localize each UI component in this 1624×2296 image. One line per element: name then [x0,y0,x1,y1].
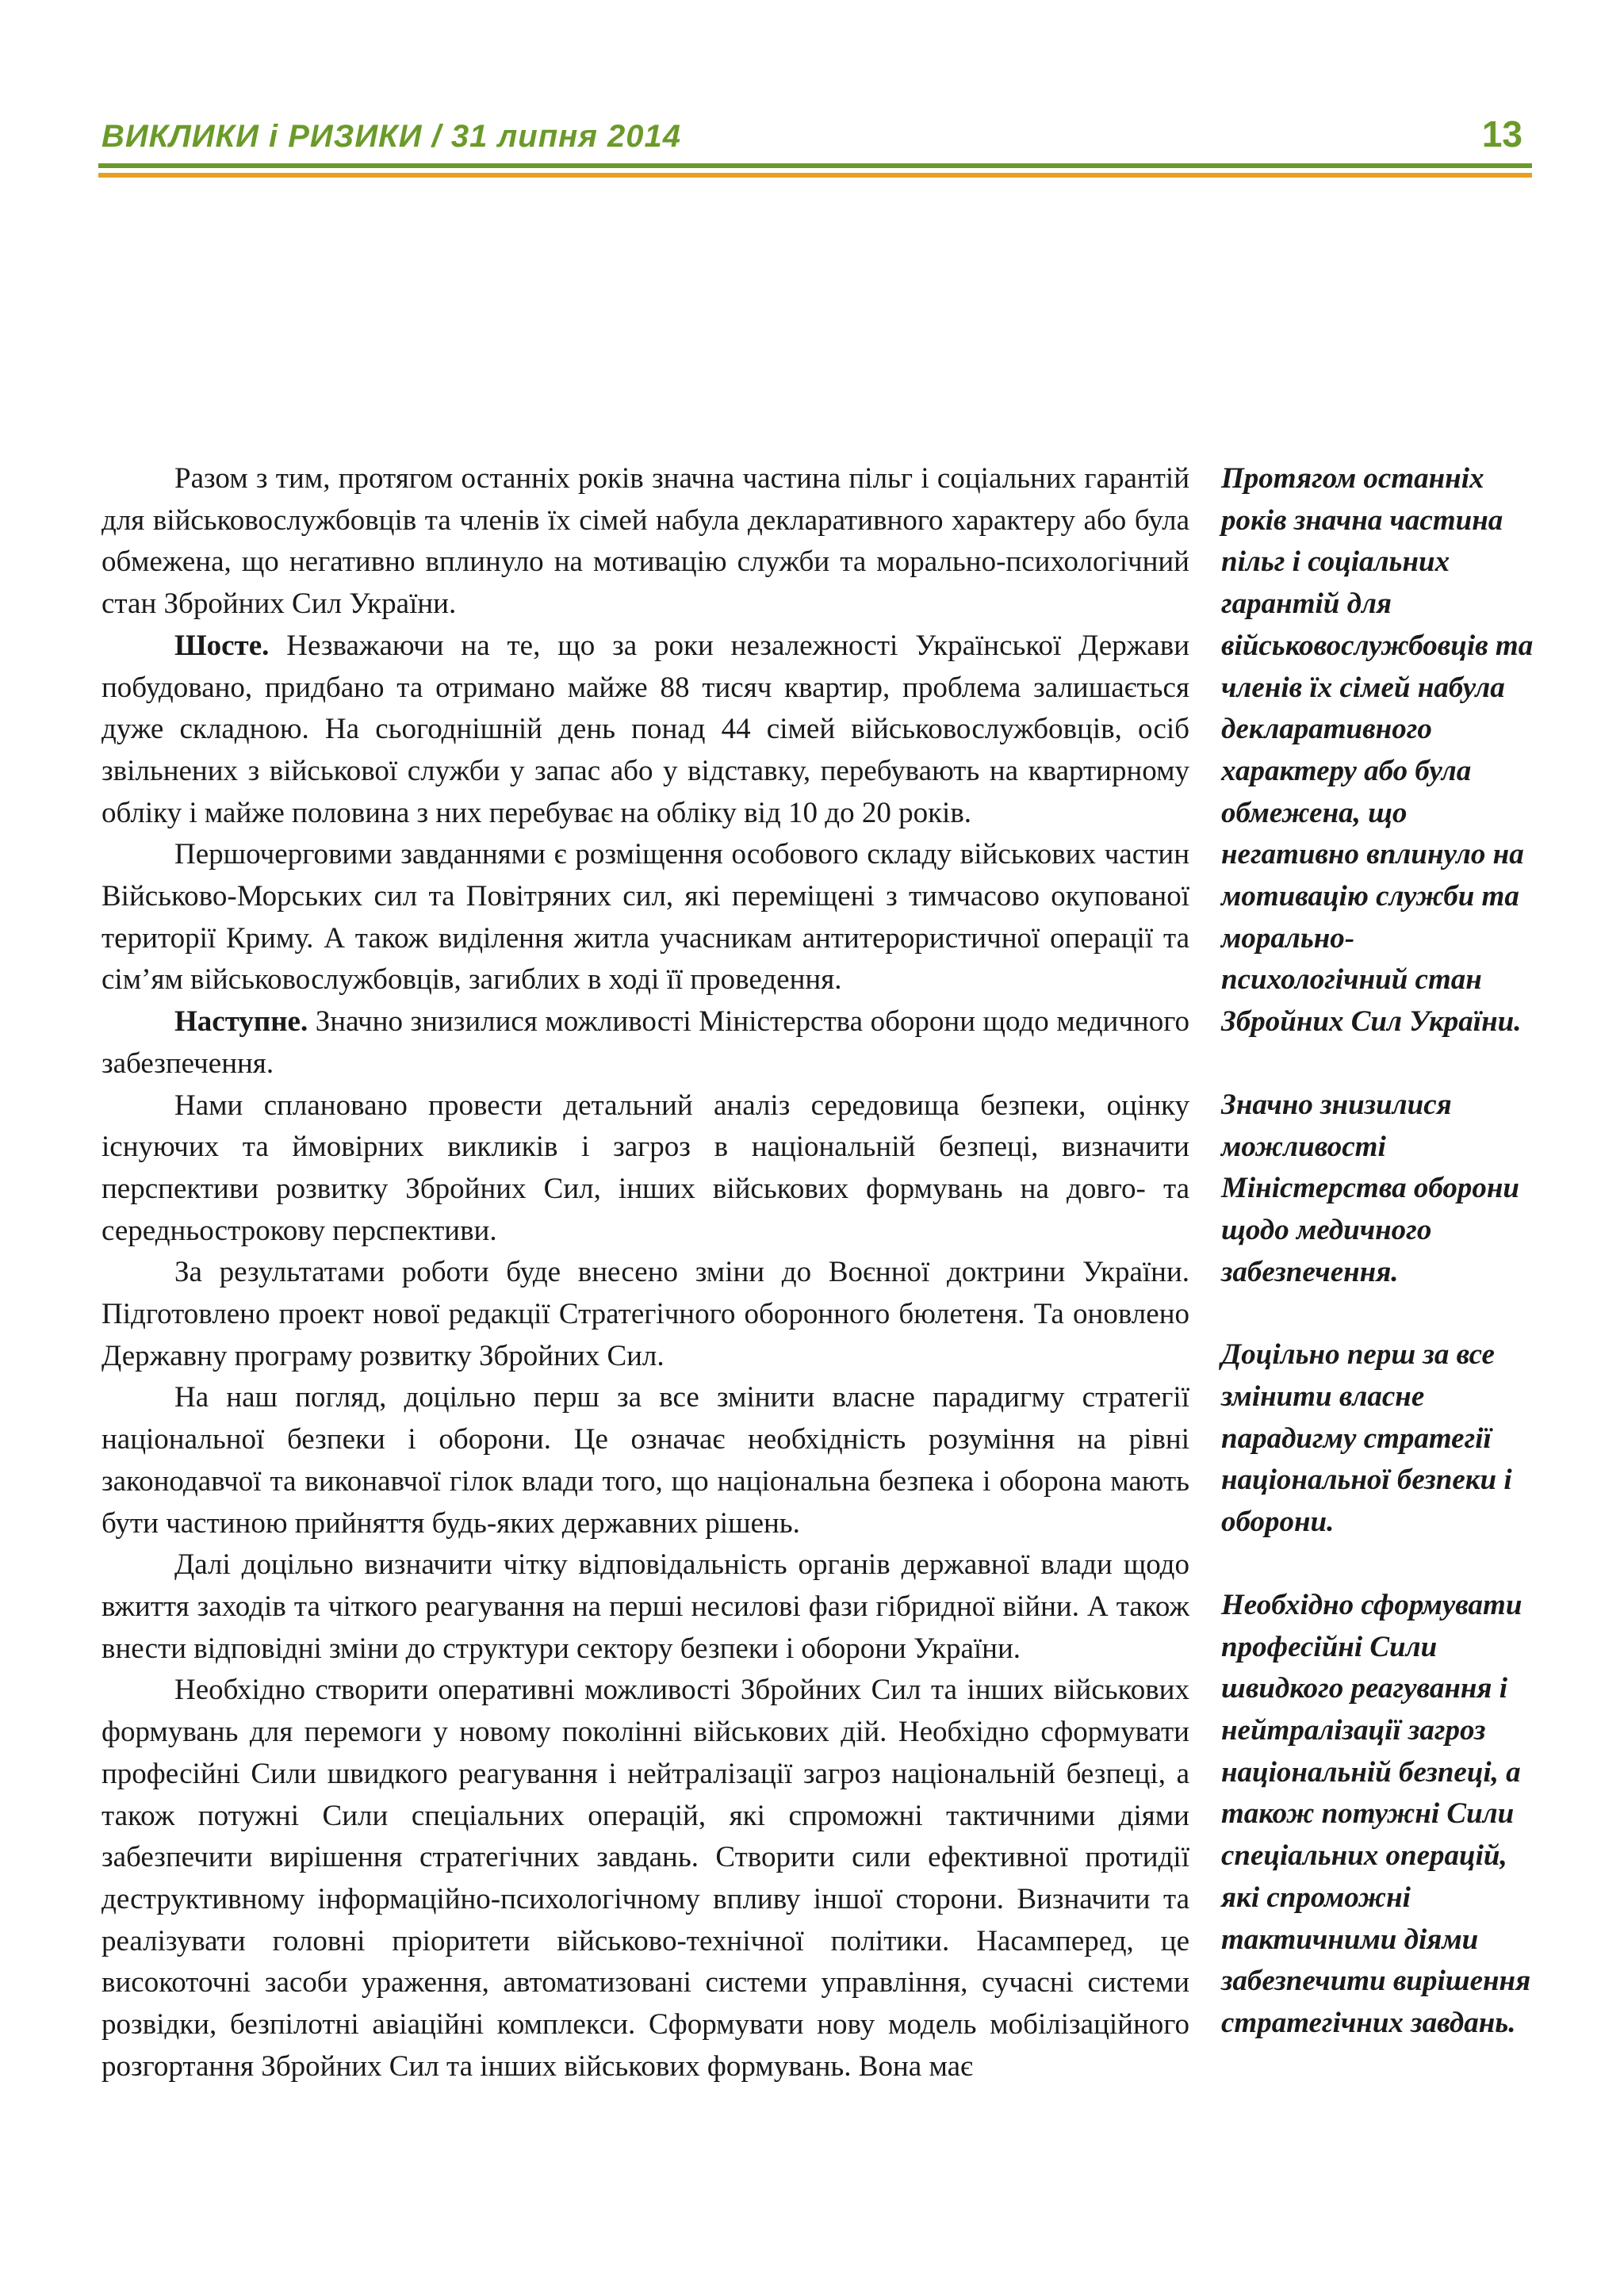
pull-quote: Протягом останніх років значна частина пільг і соціальних гарантій для військовослужбовців та членів їх сімей набула декларативного характеру або була обмежена, що негативно вплинуло на мотивацію служби та морально-психологічний стан Збройних Сил України. [1221,462,1534,1039]
paragraph-lead-sixth: Шосте. [174,629,270,662]
paragraph-capabilities: Необхідно створити оперативні можливості Збройних Сил та інших військових формувань для перемоги у новому поколінні військових дій. Необхідно сформувати професійні Сили швидкого реагування і нейтралізації загроз національній безпеці, а також потужні Сили спеціальних операцій, які спроможні тактичними діями забезпечити вирішення стратегічних завдань. Створити сили ефективної протидії деструктивному інформаційно-психологічному впливу іншої сторони. Визначити та реалізувати головні пріоритети військово-технічної політики. Насамперед, це високоточні засоби ураження, автоматизовані системи управління, сучасні системи розвідки, безпілотні авіаційні комплекси. Сформувати нову модель мобілізаційного розгортання Збройних Сил та інших військових формувань. Вона має [102,1674,1189,2083]
pull-quote: Доцільно перш за все змінити власне парадигму стратегії національної безпеки і оборони. [1221,1338,1512,1539]
paragraph-housing [102,626,1189,835]
page-number: 13 [1481,113,1522,155]
header-rule-green [98,163,1532,168]
header-rule-orange [98,173,1532,178]
paragraph-responsibility: Далі доцільно визначити чітку відповідальність органів державної влади щодо вжиття заходів та чіткого реагування на перші несилові фази гібридної війни. А також внести відповідні зміни до структури сектору безпеки і оборони України. [102,1548,1189,1665]
sidebar-pull-quotes [1221,458,1538,2086]
pull-quote: Необхідно сформувати професійні Сили швидкого реагування і нейтралізації загроз національній безпеці, а також потужні Сили спеціальних операцій, які спроможні тактичними діями забезпечити вирішення стратегічних завдань. [1221,1588,1531,2039]
paragraph-medical-text: Значно знизилися можливості Міністерства оборони щодо медичного забезпечення. [102,1005,1189,1080]
paragraph-priorities: Першочерговими завданнями є розміщення особового складу військових частин Військово-Морських сил та Повітряних сил, які переміщені з тимчасово окупованої території Криму. А також виділення житла учасникам антитерористичної операції та сім’ям військовослужбовців, загиблих в ході її проведення. [102,838,1189,997]
article-body [102,458,1189,2087]
paragraph-housing-text: Незважаючи на те, що за роки незалежності Української Держави побудовано, придбано та отримано майже 88 тисяч квартир, проблема залишається дуже складною. На сьогоднішній день понад 44 сімей військовослужбовців, осіб звільнених з військової служби у запас або у відставку, перебувають на квартирному обліку і майже половина з них перебуває на обліку від 10 до 20 років. [102,629,1189,829]
paragraph-medical [102,1001,1189,1085]
paragraph-analysis: Нами сплановано провести детальний аналіз середовища безпеки, оцінку існуючих та ймовірних викликів і загроз в національній безпеці, визначити перспективи розвитку Збройних Сил, інших військових формувань на довго- та середньострокову перспективи. [102,1089,1189,1247]
paragraph-paradigm: На наш погляд, доцільно перш за все змінити власне парадигму стратегії національної безпеки і оборони. Це означає необхідність розуміння на рівні законодавчої та виконавчої гілок влади того, що національна безпека і оборона мають бути частиною прийняття будь-яких державних рішень. [102,1381,1189,1540]
running-header-title: ВИКЛИКИ і РИЗИКИ / 31 липня 2014 [102,119,681,154]
paragraph-benefits: Разом з тим, протягом останніх років значна частина пільг і соціальних гарантій для військовослужбовців та членів їх сімей набула декларативного характеру або була обмежена, що негативно вплинуло на мотивацію служби та морально-психологічний стан Збройних Сил України. [102,462,1189,621]
pull-quote: Значно знизилися можливості Міністерства оборони щодо медичного забезпечення. [1221,1088,1519,1288]
paragraph-lead-next: Наступне. [174,1005,308,1039]
paragraph-doctrine: За результатами роботи буде внесено зміни до Воєнної доктрини України. Підготовлено проект нової редакції Стратегічного оборонного бюлетеня. Та оновлено Державну програму розвитку Збройних Сил. [102,1256,1189,1372]
